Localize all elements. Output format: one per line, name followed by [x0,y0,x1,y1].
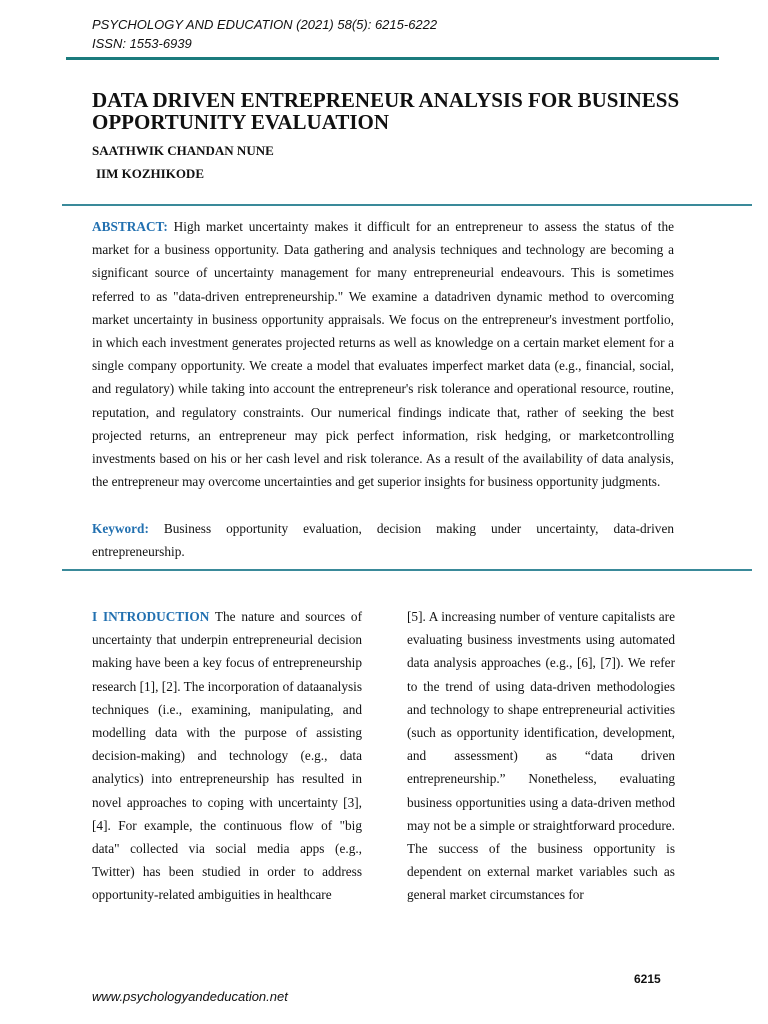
abstract-label: ABSTRACT: [92,219,168,234]
intro-right-text: [5]. A increasing number of venture capitalists are evaluating business investments using automated data analysis approaches (e.g., [6], [7]). We refer to the trend of using data-driven methodologies and technology to shape entrepreneurial activities (such as opportunity identification, development, and assessment) as “data driven entrepreneurship.” Nonetheless, evaluating business opportunities using a data-driven method may not be a simple or straightforward procedure. The success of the business opportunity is dependent on external market variables such as general market circumstances for [407,609,675,903]
keyword-label: Keyword: [92,521,149,536]
abstract-top-divider [62,204,752,206]
keyword-paragraph [92,517,674,563]
intro-left-column [92,605,362,907]
paper-title: DATA DRIVEN ENTREPRENEUR ANALYSIS FOR BUSINESS OPPORTUNITY EVALUATION [92,88,680,134]
author-affiliation: IIM KOZHIKODE [96,166,204,181]
header-divider [66,57,719,60]
journal-issn: ISSN: 1553-6939 [92,36,192,51]
intro-right-column [407,605,675,907]
page-number: 6215 [634,972,661,986]
abstract-paragraph [92,215,674,493]
abstract-bottom-divider [62,569,752,571]
footer-url: www.psychologyandeducation.net [92,989,288,1004]
author-name: SAATHWIK CHANDAN NUNE [92,143,274,158]
intro-left-text: The nature and sources of uncertainty that underpin entrepreneurial decision making have been a key focus of entrepreneurship research [1], [2]. The incorporation of dataanalysis techniques (i.e., examining, manipulating, and modelling data with the purpose of assisting decision-making) and technology (e.g., data analytics) into entrepreneurship has resulted in novel approaches to coping with uncertainty [3], [4]. For example, the continuous flow of "big data" collected via social media apps (e.g., Twitter) has been studied in order to address opportunity-related ambiguities in healthcare [92,609,363,903]
keyword-text: Business opportunity evaluation, decision making under uncertainty, data-driven entrepreneurship. [92,521,674,560]
journal-header [92,15,437,53]
journal-citation: PSYCHOLOGY AND EDUCATION (2021) 58(5): 6215-6222 [92,17,438,32]
abstract-text: High market uncertainty makes it difficult for an entrepreneur to assess the status of the market for a business opportunity. Data gathering and analysis techniques and technology are becoming a significant source of uncertainty management for many entrepreneurial endeavours. This is sometimes referred to as "data-driven entrepreneurship." We examine a datadriven dynamic method to overcoming market uncertainty in business opportunity appraisals. We focus on the entrepreneur's investment portfolio, in which each investment generates projected returns as well as knowledge on a certain market element for a single company opportunity. We create a model that evaluates imperfect market data (e.g., financial, social, and regulatory) while taking into account the entrepreneur's risk tolerance and operational resource, routine, reputation, and regulatory constraints. Our numerical findings indicate that, rather of seeking the best projected returns, an entrepreneur may pick perfect information, risk hedging, or marketcontrolling investments based on his or her cash level and risk tolerance. As a result of the availability of data analysis, the entrepreneur may overcome uncertainties and get superior insights for business opportunity judgments. [92,219,674,490]
intro-heading: I INTRODUCTION [92,609,210,624]
